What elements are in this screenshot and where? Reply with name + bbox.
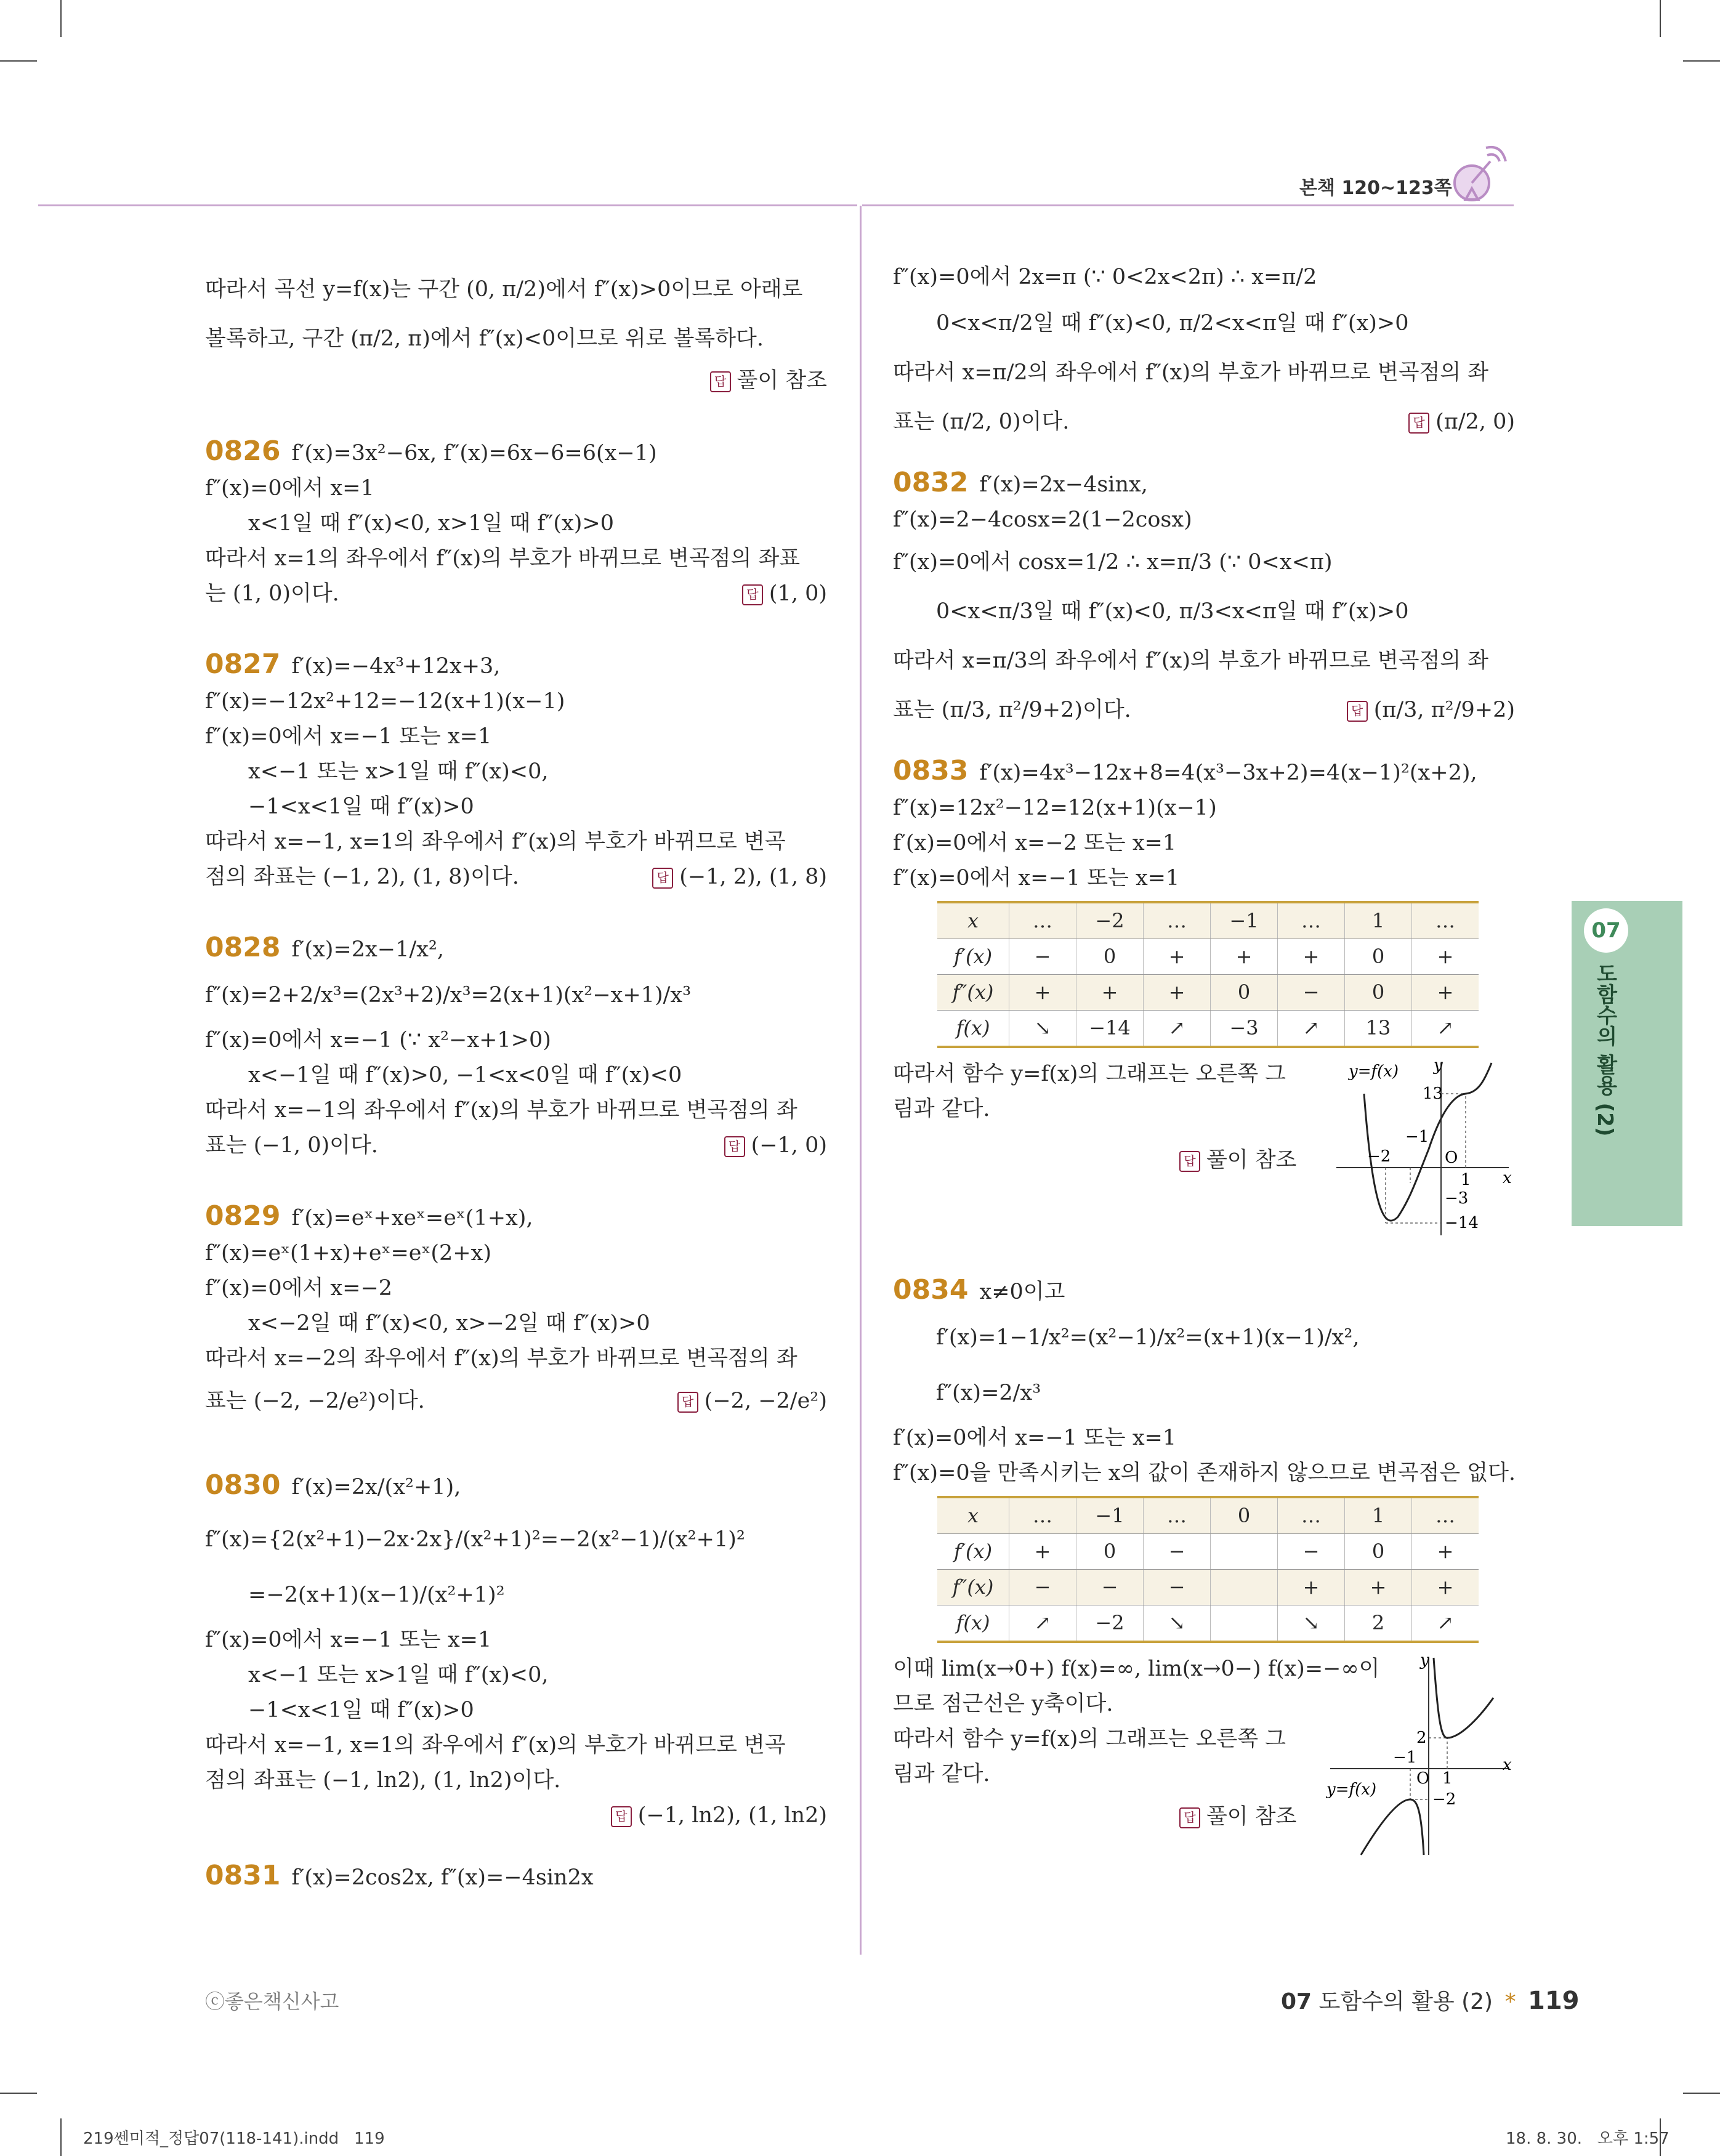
solution-line: 므로 점근선은 y축이다. — [893, 1692, 1113, 1716]
sign-table-cell: … — [1009, 902, 1076, 939]
page-ref: 본책 120~123쪽 — [1299, 177, 1452, 199]
graph-value-label: −2 — [1367, 1147, 1391, 1166]
sign-table-cell: x — [937, 1497, 1009, 1534]
solution-line: f″(x)=0에서 cosx=1/2 ∴ x=π/3 (∵ 0<x<π) — [893, 550, 1333, 575]
sign-table-cell: f′(x) — [937, 939, 1009, 975]
sign-table-cell: 0 — [1345, 1534, 1412, 1570]
sign-table-cell: ↗ — [1412, 1605, 1479, 1642]
solution-line: 0<x<π/3일 때 f″(x)<0, π/3<x<π일 때 f″(x)>0 — [936, 599, 1409, 624]
answer-text: (π/2, 0) — [1435, 410, 1515, 434]
sign-table-cell: … — [1412, 1497, 1479, 1534]
solution-line: f′(x)=−4x³+12x+3, — [291, 654, 501, 679]
sign-table-cell: f″(x) — [937, 975, 1009, 1011]
problem-0832 — [893, 465, 1515, 735]
problem-number: 0830 — [205, 1469, 281, 1501]
solution-line: f′(x)=3x²−6x, f″(x)=6x−6=6(x−1) — [291, 441, 657, 466]
problem-0831 — [205, 1858, 827, 1896]
problem-number: 0828 — [205, 932, 281, 963]
sign-table-cell: −1 — [1076, 1497, 1144, 1534]
problem-number: 0829 — [205, 1200, 281, 1232]
sign-table-row — [937, 939, 1479, 975]
sign-table-cell: + — [1278, 939, 1345, 975]
solution-line: 0<x<π/2일 때 f″(x)<0, π/2<x<π일 때 f″(x)>0 — [936, 311, 1409, 336]
sign-table-cell: + — [1412, 975, 1479, 1011]
left-column — [205, 265, 827, 1896]
sign-table-cell: + — [1076, 975, 1144, 1011]
sign-table-cell: + — [1412, 1570, 1479, 1605]
sign-table-cell: … — [1278, 902, 1345, 939]
answer-text: (−1, ln2), (1, ln2) — [637, 1803, 827, 1828]
sign-table-cell: 0 — [1211, 1497, 1278, 1534]
graph-value-label: 2 — [1416, 1729, 1427, 1747]
sign-table-cell: + — [1144, 939, 1211, 975]
answer-text: (−2, −2/e²) — [704, 1389, 827, 1413]
sign-table-cell: −1 — [1211, 902, 1278, 939]
sign-table-row — [937, 1497, 1479, 1534]
answer-icon: 답 — [742, 584, 763, 605]
solution-line: 림과 같다. — [893, 1097, 990, 1121]
sign-table-cell: + — [1345, 1570, 1412, 1605]
problem-number: 0826 — [205, 435, 281, 467]
problem-0829 — [205, 1198, 827, 1426]
solution-line: f″(x)=−12x²+12=−12(x+1)(x−1) — [205, 689, 565, 714]
solution-line: 이때 lim(x→0+) f(x)=∞, lim(x→0−) f(x)=−∞이 — [893, 1657, 1380, 1681]
solution-line: f″(x)=2−4cosx=2(1−2cosx) — [893, 507, 1192, 532]
sign-table-cell: 13 — [1345, 1011, 1412, 1048]
solution-line: f″(x)=12x²−12=12(x+1)(x−1) — [893, 796, 1217, 820]
answer-line — [205, 363, 827, 398]
graph-0834 — [1324, 1652, 1515, 1861]
crop-mark — [1683, 2093, 1720, 2094]
problem-number: 0831 — [205, 1860, 281, 1891]
sign-table-row — [937, 1534, 1479, 1570]
solution-line: f′(x)=2x−1/x², — [291, 937, 445, 962]
sign-table-cell: −14 — [1076, 1011, 1144, 1048]
graph-value-label: −1 — [1393, 1748, 1417, 1767]
chapter-side-tab — [1572, 901, 1682, 1226]
answer-text: (−1, 0) — [751, 1133, 827, 1158]
problem-0827 — [205, 647, 827, 895]
sign-table-row — [937, 1605, 1479, 1642]
chapter-number-badge: 07 — [1584, 908, 1628, 953]
sign-table-cell: f″(x) — [937, 1570, 1009, 1605]
sign-table-cell: 0 — [1076, 1534, 1144, 1570]
timestamp: 18. 8. 30. 오후 1:57 — [1506, 2130, 1670, 2148]
answer-icon: 답 — [1408, 413, 1429, 434]
answer-text: 풀이 참조 — [1206, 1148, 1297, 1173]
solution-line: f″(x)=0에서 x=−1 (∵ x²−x+1>0) — [205, 1028, 551, 1052]
graph-x-label: x — [1503, 1756, 1512, 1774]
graph-x-label: x — [1503, 1169, 1512, 1187]
solution-line: 표는 (−1, 0)이다. — [205, 1133, 378, 1158]
answer-text: (1, 0) — [769, 581, 827, 606]
sign-table-cell — [1211, 1570, 1278, 1605]
text-line: 따라서 곡선 y=f(x)는 구간 (0, π/2)에서 f″(x)>0이므로 아래로 — [205, 277, 803, 302]
sign-table-cell: + — [1009, 975, 1076, 1011]
sign-table-cell: + — [1412, 939, 1479, 975]
sign-table-cell: … — [1278, 1497, 1345, 1534]
solution-line: f″(x)=eˣ(1+x)+eˣ=eˣ(2+x) — [205, 1241, 491, 1266]
graph-value-label: −14 — [1445, 1214, 1479, 1232]
sign-table-cell: + — [1144, 975, 1211, 1011]
sign-table-cell: … — [1412, 902, 1479, 939]
graph-0833 — [1330, 1057, 1515, 1242]
answer-icon: 답 — [1179, 1807, 1200, 1828]
solution-line: 점의 좌표는 (−1, ln2), (1, ln2)이다. — [205, 1768, 561, 1793]
sign-table-cell — [1211, 1534, 1278, 1570]
solution-line: f″(x)=0에서 x=1 — [205, 476, 374, 501]
answer-icon: 답 — [611, 1806, 632, 1827]
sign-table-cell: 1 — [1345, 902, 1412, 939]
problem-0830 — [205, 1461, 827, 1833]
sign-table-cell: − — [1009, 939, 1076, 975]
sign-table-cell: ↗ — [1412, 1011, 1479, 1048]
sign-table-cell: ↗ — [1144, 1011, 1211, 1048]
crop-mark — [1660, 0, 1661, 37]
sign-table-cell: + — [1211, 939, 1278, 975]
solution-line: x<−1 또는 x>1일 때 f″(x)<0, — [248, 1663, 549, 1687]
solution-line: f″(x)={2(x²+1)−2x·2x}/(x²+1)²=−2(x²−1)/(x²+1)² — [205, 1527, 745, 1552]
sign-table-cell: −3 — [1211, 1011, 1278, 1048]
problem-0826 — [205, 434, 827, 612]
sign-table-cell: −2 — [1076, 1605, 1144, 1642]
solution-line: x<−1일 때 f″(x)>0, −1<x<0일 때 f″(x)<0 — [248, 1063, 682, 1088]
sign-table — [937, 901, 1479, 1048]
sign-table-row — [937, 1011, 1479, 1048]
problem-0834 — [893, 1272, 1515, 1861]
sign-table-cell: ↘ — [1278, 1605, 1345, 1642]
sign-table-cell: ↗ — [1278, 1011, 1345, 1048]
footer-chapter — [1281, 1984, 1580, 2016]
crop-mark — [1683, 60, 1720, 62]
solution-line: 림과 같다. — [893, 1762, 990, 1787]
header-rule — [862, 204, 1514, 206]
solution-line: f″(x)=2/x³ — [936, 1381, 1041, 1405]
sign-table-cell: − — [1144, 1570, 1211, 1605]
sign-table-row — [937, 975, 1479, 1011]
sign-table-cell: 0 — [1345, 939, 1412, 975]
answer-text: (π/3, π²/9+2) — [1373, 698, 1515, 722]
solution-line: f′(x)=1−1/x²=(x²−1)/x²=(x+1)(x−1)/x², — [936, 1325, 1360, 1350]
solution-line: 따라서 x=−1, x=1의 좌우에서 f″(x)의 부호가 바뀌므로 변곡 — [205, 830, 786, 854]
graph-value-label: 1 — [1461, 1171, 1471, 1189]
solution-line: f′(x)=eˣ+xeˣ=eˣ(1+x), — [291, 1206, 533, 1230]
solution-line: f′(x)=4x³−12x+8=4(x³−3x+2)=4(x−1)²(x+2), — [979, 761, 1477, 785]
sign-table-cell — [1211, 1605, 1278, 1642]
sign-table-cell: f(x) — [937, 1011, 1009, 1048]
solution-line: −1<x<1일 때 f″(x)>0 — [248, 1698, 474, 1722]
graph-value-label: −3 — [1445, 1189, 1469, 1208]
graph-y-label: y — [1420, 1652, 1429, 1669]
solution-line: 표는 (π/3, π²/9+2)이다. — [893, 698, 1131, 722]
solution-line: f″(x)=0에서 x=−1 또는 x=1 — [205, 724, 492, 749]
problem-number: 0827 — [205, 648, 281, 680]
problem-0833 — [893, 753, 1515, 1232]
solution-line: 는 (1, 0)이다. — [205, 581, 339, 606]
solution-line: f′(x)=2x/(x²+1), — [291, 1475, 461, 1500]
problem-0828 — [205, 930, 827, 1163]
solution-line: 따라서 함수 y=f(x)의 그래프는 오른쪽 그 — [893, 1062, 1286, 1086]
sign-table-cell: − — [1144, 1534, 1211, 1570]
solution-line: 따라서 x=−1의 좌우에서 f″(x)의 부호가 바뀌므로 변곡점의 좌 — [205, 1098, 797, 1123]
sign-table-cell: ↗ — [1009, 1605, 1076, 1642]
answer-text: 풀이 참조 — [737, 368, 827, 393]
sign-table-cell: 0 — [1076, 939, 1144, 975]
solution-line: f′(x)=2cos2x, f″(x)=−4sin2x — [291, 1865, 594, 1890]
solution-line: 따라서 x=−2의 좌우에서 f″(x)의 부호가 바뀌므로 변곡점의 좌 — [205, 1346, 797, 1371]
crop-mark — [60, 0, 62, 37]
answer-text: (−1, 2), (1, 8) — [679, 865, 827, 889]
graph-value-label: −1 — [1405, 1128, 1429, 1146]
solution-line: f′(x)=2x−4sinx, — [979, 472, 1148, 497]
sign-table-cell: 0 — [1211, 975, 1278, 1011]
sign-table-row — [937, 902, 1479, 939]
header-rule — [38, 204, 857, 206]
publisher-credit: ⓒ좋은책신사고 — [205, 1990, 339, 2013]
sign-table-cell: ↘ — [1144, 1605, 1211, 1642]
sign-table-row — [937, 1570, 1479, 1605]
solution-line: f′(x)=0에서 x=−1 또는 x=1 — [893, 1426, 1177, 1450]
text-line: 볼록하고, 구간 (π/2, π)에서 f″(x)<0이므로 위로 볼록하다. — [205, 326, 764, 351]
sign-table-cell: + — [1278, 1570, 1345, 1605]
solution-line: f″(x)=0에서 x=−2 — [205, 1276, 393, 1301]
solution-line: f″(x)=2+2/x³=(2x³+2)/x³=2(x+1)(x²−x+1)/x³ — [205, 983, 692, 1007]
solution-line: 표는 (−2, −2/e²)이다. — [205, 1389, 425, 1413]
problem-number: 0832 — [893, 467, 969, 498]
sign-table-cell: ↘ — [1009, 1011, 1076, 1048]
sign-table-cell: −2 — [1076, 902, 1144, 939]
solution-line: f″(x)=0에서 2x=π (∵ 0<2x<2π) ∴ x=π/2 — [893, 265, 1317, 289]
graph-origin-label: O — [1416, 1769, 1430, 1788]
problem-number: 0834 — [893, 1274, 969, 1306]
sign-table — [937, 1496, 1479, 1643]
graph-value-label: −2 — [1432, 1790, 1456, 1809]
solution-line: x<−2일 때 f″(x)<0, x>−2일 때 f″(x)>0 — [248, 1311, 650, 1336]
crop-mark — [60, 2118, 62, 2156]
problem-number: 0833 — [893, 755, 969, 786]
graph-value-label: 13 — [1423, 1084, 1443, 1103]
solution-line: =−2(x+1)(x−1)/(x²+1)² — [248, 1583, 505, 1607]
page-number: 119 — [1528, 1987, 1580, 2015]
sign-table-cell: + — [1009, 1534, 1076, 1570]
answer-icon: 답 — [1347, 701, 1368, 722]
answer-icon: 답 — [1179, 1151, 1200, 1172]
footer-chapter-title: 도함수의 활용 (2) — [1318, 1989, 1493, 2014]
answer-icon: 답 — [677, 1392, 698, 1413]
solution-line: 따라서 x=−1, x=1의 좌우에서 f″(x)의 부호가 바뀌므로 변곡 — [205, 1733, 786, 1758]
sign-table-cell: − — [1009, 1570, 1076, 1605]
solution-line: 따라서 x=π/2의 좌우에서 f″(x)의 부호가 바뀌므로 변곡점의 좌 — [893, 360, 1489, 385]
solution-line: −1<x<1일 때 f″(x)>0 — [248, 794, 474, 819]
solution-line: 따라서 함수 y=f(x)의 그래프는 오른쪽 그 — [893, 1727, 1286, 1751]
graph-value-label: 1 — [1442, 1769, 1453, 1788]
crop-mark — [0, 60, 37, 62]
answer-icon: 답 — [652, 868, 673, 889]
answer-icon: 답 — [710, 371, 731, 392]
footer-chapter-number: 07 — [1281, 1989, 1312, 2014]
solution-line: f″(x)=0에서 x=−1 또는 x=1 — [205, 1628, 492, 1652]
sign-table-cell: … — [1009, 1497, 1076, 1534]
solution-line: f″(x)=0에서 x=−1 또는 x=1 — [893, 866, 1180, 890]
problem-0831-continued — [893, 256, 1515, 446]
solution-line: 따라서 x=π/3의 좌우에서 f″(x)의 부호가 바뀌므로 변곡점의 좌 — [893, 648, 1489, 673]
sign-table-cell: f′(x) — [937, 1534, 1009, 1570]
sign-table-cell: 0 — [1345, 975, 1412, 1011]
solution-line: f′(x)=0에서 x=−2 또는 x=1 — [893, 831, 1177, 855]
sign-table-cell: … — [1144, 902, 1211, 939]
graph-y-label: y — [1434, 1057, 1443, 1075]
sign-table-cell: x — [937, 902, 1009, 939]
solution-line: f″(x)=0을 만족시키는 x의 값이 존재하지 않으므로 변곡점은 없다. — [893, 1461, 1516, 1485]
sign-table-cell: … — [1144, 1497, 1211, 1534]
solution-line: x≠0이고 — [979, 1280, 1065, 1304]
footer-star: * — [1504, 1989, 1516, 2014]
graph-func-label: y=f(x) — [1349, 1062, 1399, 1081]
solution-line: 표는 (π/2, 0)이다. — [893, 410, 1070, 434]
chapter-side-title: 도함수의 활용 (2) — [1593, 963, 1617, 1137]
crop-mark — [0, 2093, 37, 2094]
satellite-icon — [1438, 143, 1512, 211]
solution-line: x<−1 또는 x>1일 때 f″(x)<0, — [248, 759, 549, 784]
sign-table-cell: − — [1076, 1570, 1144, 1605]
solution-line: 점의 좌표는 (−1, 2), (1, 8)이다. — [205, 865, 519, 889]
right-column — [893, 256, 1515, 1861]
file-info: 219쎈미적_정답07(118-141).indd 119 — [83, 2130, 385, 2148]
sign-table-cell: + — [1412, 1534, 1479, 1570]
answer-text: 풀이 참조 — [1206, 1804, 1297, 1829]
sign-table-cell: f(x) — [937, 1605, 1009, 1642]
solution-line: 따라서 x=1의 좌우에서 f″(x)의 부호가 바뀌므로 변곡점의 좌표 — [205, 546, 801, 571]
sign-table-cell: − — [1278, 975, 1345, 1011]
graph-origin-label: O — [1445, 1149, 1458, 1167]
solution-line: x<1일 때 f″(x)<0, x>1일 때 f″(x)>0 — [248, 511, 615, 536]
graph-func-label: y=f(x) — [1326, 1780, 1377, 1799]
answer-icon: 답 — [724, 1136, 745, 1157]
sign-table-cell: 1 — [1345, 1497, 1412, 1534]
sign-table-cell: − — [1278, 1534, 1345, 1570]
sign-table-cell: 2 — [1345, 1605, 1412, 1642]
column-divider — [860, 206, 862, 1955]
